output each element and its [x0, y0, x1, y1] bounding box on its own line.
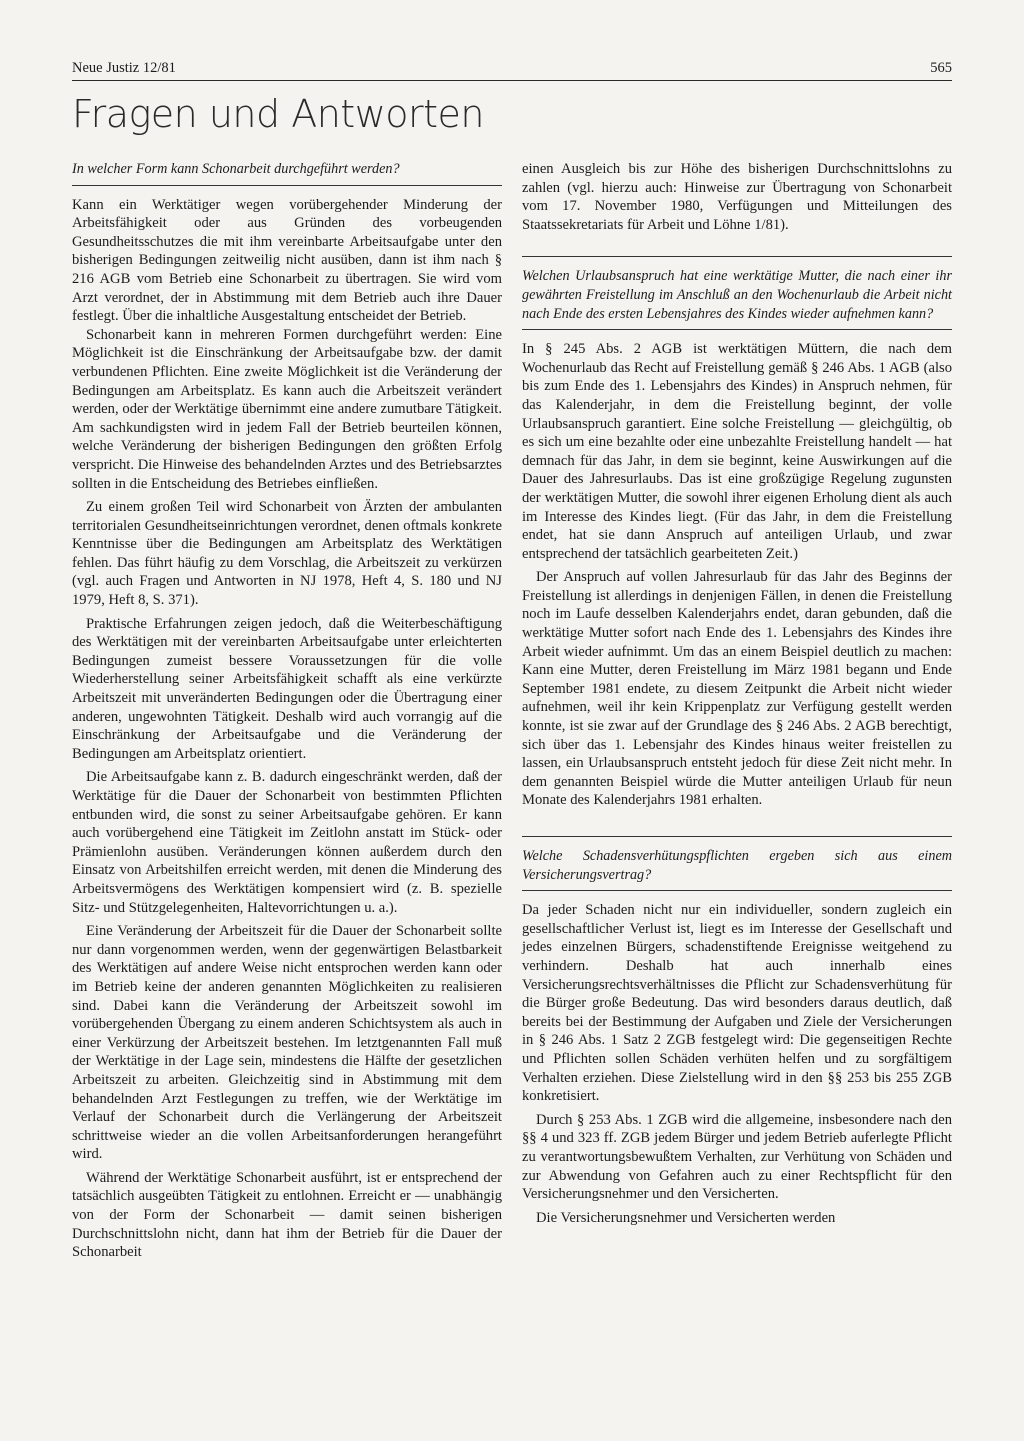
left-column — [72, 160, 502, 1262]
question-schadensverhuetung: Welche Schadensverhütungspflichten ergeben sich aus einem Versicherungsvertrag? — [522, 836, 952, 891]
paragraph: Zu einem großen Teil wird Schonarbeit von Ärzten der ambulanten territorialen Gesundheitseinrichtungen verordnet, denen oftmals konkrete Kenntnisse über die Bedingungen am Arbeitsplatz des Werktätigen fehlen. Das führt häufig zu dem Vorschlag, die Arbeitszeit zu verkürzen (vgl. auch Fragen und Antworten in NJ 1978, Heft 4, S. 180 und NJ 1979, Heft 8, S. 371). — [72, 499, 502, 609]
journal-issue: Neue Justiz 12/81 — [72, 60, 176, 76]
paragraph: Der Anspruch auf vollen Jahresurlaub für das Jahr des Beginns der Freistellung ist allerdings in denjenigen Fällen, in denen die Freistellung noch im Laufe desselben Kalenderjahrs endet, daran gebunden, daß die werktätige Mutter sofort nach Ende des 1. Lebensjahrs des Kindes ihre Arbeit wieder aufnimmt. Um das an einem Beispiel deutlich zu machen: Kann eine Mutter, deren Freistellung im März 1981 begann und Ende September 1981 endete, zu diesem Zeitpunkt die Arbeit nicht wieder aufnehmen, weil ihr kein Krippenplatz zur Verfügung gestellt werden konnte, ist sie zwar auf der Grundlage des § 246 Abs. 2 AGB berechtigt, sich über das 1. Lebensjahr des Kindes hinaus weiter freistellen zu lassen, ein Urlaubsanspruch entsteht jedoch für diese Zeit nicht mehr. In dem genannten Beispiel würde die Mutter anteiligen Urlaub für neun Monate des Kalenderjahrs 1981 erhalten. — [522, 569, 952, 809]
paragraph: Da jeder Schaden nicht nur ein individueller, sondern zugleich ein gesellschaftlicher Verlust ist, liegt es im Interesse der Gesellschaft und jedes einzelnen Bürgers, schadenstiftende Ereignisse weitgehend zu verhindern. Deshalb hat auch innerhalb eines Versicherungsrechtsverhältnisses die Pflicht zur Schadensverhütung für die Bürger große Bedeutung. Das wird besonders daraus deutlich, daß bereits bei der Bestimmung der Aufgaben und Ziele der Versicherungen in § 246 Abs. 1 Satz 2 ZGB festgelegt wird: Die gegenseitigen Rechte und Pflichten sollen Schäden verhüten helfen und zu sorgfältigem Verhalten erziehen. Diese Zielstellung wird in den §§ 253 bis 255 ZGB konkretisiert. — [522, 902, 952, 1105]
paragraph: Kann ein Werktätiger wegen vorübergehender Minderung der Arbeitsfähigkeit oder aus Gründen des vorbeugenden Gesundheitsschutzes die mit ihm vereinbarte Arbeitsaufgabe unter den bisherigen Bedingungen zeitweilig nicht ausüben, dann ist ihm nach § 216 AGB vom Betrieb eine Schonarbeit zu übertragen. Sie wird vom Arzt verordnet, der in Abstimmung mit dem Betrieb auch ihre Dauer festlegt. Über die inhaltliche Ausgestaltung entscheidet der Betrieb. — [72, 196, 502, 325]
paragraph: Die Versicherungsnehmer und Versicherten werden — [536, 1209, 836, 1226]
paragraph: Durch § 253 Abs. 1 ZGB wird die allgemeine, insbesondere nach den §§ 4 und 323 ff. ZGB jedem Bürger und jedem Betrieb auferlegte Pflicht zu verantwortungsbewußtem Verhalten, zur Verhütung von Schäden und zur Abwendung von Gefahren auch zu einer Rechtspflicht für den Versicherungsnehmer und den Versicherten. — [522, 1111, 952, 1203]
page-title: Fragen und Antworten — [72, 92, 485, 136]
paragraph-continuation: einen Ausgleich bis zur Höhe des bisherigen Durchschnittslohns zu zahlen (vgl. hierzu auch: Hinweise zur Übertragung von Schonarbeit vom 17. November 1980, Verfügungen und Mitteilungen des Staatssekretariats für Arbeit und Löhne 1/81). — [522, 161, 952, 233]
paragraph: Schonarbeit kann in mehreren Formen durchgeführt werden: Eine Möglichkeit ist die Einschränkung der Arbeitsaufgabe bzw. der damit verbundenen Pflichten. Eine zweite Möglichkeit ist die Veränderung der Bedingungen am Arbeitsplatz. Es kann auch die Arbeitszeit verändert werden, oder der Werktätige übernimmt eine andere zumutbare Tätigkeit. Am sachkundigsten wird in jedem Fall der Betrieb beurteilen können, welche Veränderung der bisherigen Bedingungen den größten Erfolg verspricht. Die Hinweise des behandelnden Arztes und des Betriebsarztes sollten in die Entscheidung des Betriebes einfließen. — [72, 326, 502, 492]
page-number: 565 — [930, 60, 952, 76]
question-urlaubsanspruch: Welchen Urlaubsanspruch hat eine werktätige Mutter, die nach einer ihr gewährten Freistellung im Anschluß an den Wochenurlaub die Arbeit nicht nach Ende des ersten Lebensjahres des Kindes wieder aufnehmen kann? — [522, 256, 952, 330]
right-column — [522, 160, 952, 1227]
paragraph: Die Arbeitsaufgabe kann z. B. dadurch eingeschränkt werden, daß der Werktätige für die Dauer der Schonarbeit von bestimmten Pflichten entbunden wird, die sonst zu seiner Arbeitsaufgabe gehören. Er kann auch vorübergehend eine Tätigkeit im Zeitlohn anstatt im Stück- oder Prämienlohn ausüben. Veränderungen können außerdem durch den Einsatz von Arbeitshilfen erreicht werden, mit denen die Minderung des Arbeitsvermögens des Werktätigen kompensiert wird (z. B. spezielle Sitz- und Stützgelegenheiten, Haltevorrichtungen u. a.). — [72, 769, 502, 916]
paragraph: Während der Werktätige Schonarbeit ausführt, ist er entsprechend der tatsächlich ausgeübten Tätigkeit zu entlohnen. Erreicht er — unabhängig von der Form der Schonarbeit — damit seinen bisherigen Durchschnittslohn nicht, dann hat ihm der Betrieb für die Dauer der Schonarbeit — [72, 1169, 502, 1261]
paragraph: In § 245 Abs. 2 AGB ist werktätigen Müttern, die nach dem Wochenurlaub das Recht auf Freistellung gemäß § 246 Abs. 1 AGB (also bis zum Ende des 1. Lebensjahrs des Kindes) in Anspruch nehmen, für das Kalenderjahr, in dem die Freistellung beginnt, der volle Urlaubsanspruch garantiert. Eine solche Freistellung — gleichgültig, ob es sich um eine bezahlte oder eine unbezahlte Freistellung handelt — hat demnach für das Jahr, in dem sie beginnt, keine Auswirkungen auf die Dauer des Jahresurlaubs. Das ist eine großzügige Regelung zugunsten der werktätigen Mutter, die sowohl ihrer eigenen Erholung dient als auch im Interesse des Kindes liegt. (Für das Jahr, in dem die Freistellung endet, hat sie dann Anspruch auf anteiligen Urlaub, und zwar entsprechend der tatsächlich gearbeiteten Zeit.) — [522, 341, 952, 562]
paragraph: Praktische Erfahrungen zeigen jedoch, daß die Weiterbeschäftigung des Werktätigen mit der vereinbarten Arbeitsaufgabe unter erleichterten Bedingungen zumeist bessere Voraussetzungen für die volle Wiederherstellung seiner Arbeitsfähigkeit schafft als eine verkürzte Arbeitszeit mit unveränderten Bedingungen oder die Übertragung einer anderen, ungewohnten Tätigkeit. Deshalb wird auch vorrangig auf die Einschränkung der Arbeitsaufgabe und die Veränderung der Bedingungen am Arbeitsplatz orientiert. — [72, 615, 502, 762]
paragraph: Eine Veränderung der Arbeitszeit für die Dauer der Schonarbeit sollte nur dann vorgenommen werden, wenn der gegenwärtigen Belastbarkeit des Werktätigen auf andere Weise nicht entsprochen werden kann oder im Betrieb keine der anderen genannten Möglichkeiten zu realisieren sind. Dabei kann die Veränderung der Arbeitszeit sowohl im vorübergehenden Übergang zu einem anderen Schichtsystem als auch in einer Verkürzung der Arbeitszeit bestehen. Im letztgenannten Fall muß der Werktätige in der Lage sein, mindestens die Hälfte der gesetzlichen Arbeitszeit zu arbeiten. Gleichzeitig sind in Abstimmung mit dem behandelnden Arzt Festlegungen zu treffen, wie der Werktätige im Verlauf der Schonarbeit durch die Verlängerung der Arbeitszeit schrittweise wieder an die vollen Arbeitsanforderungen herangeführt wird. — [72, 923, 502, 1163]
running-header — [72, 60, 952, 81]
question-schonarbeit: In welcher Form kann Schonarbeit durchgeführt werden? — [72, 160, 502, 186]
